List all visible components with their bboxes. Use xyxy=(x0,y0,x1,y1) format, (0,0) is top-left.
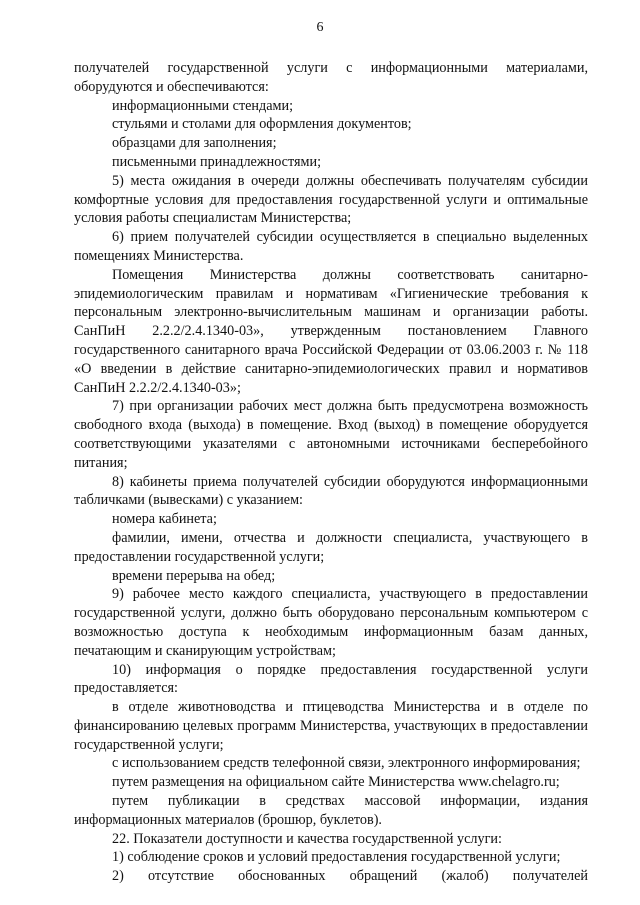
list-item: информационными стендами; xyxy=(112,97,294,114)
list-item: образцами для заполнения; xyxy=(112,135,277,152)
paragraph: Помещения Министерства должны соответствовать санитарно-эпидемиологическим правилам и нормативам «Гигиенические требования к персональным электронно-вычислительным машинам и организации работы. СанПиН 2.2.2/2.4.1340-03», утвержденным постановлением Главного государственного санитарного врача Российской Федерации от 03.06.2003 г. № 118 «О введении в действие санитарно-эпидемиологических правил и нормативов СанПиН 2.2.2/2.4.1340-03»; xyxy=(74,266,588,396)
section-heading: 22. Показатели доступности и качества государственной услуги: xyxy=(112,830,502,847)
paragraph: в отделе животноводства и птицеводства Министерства и в отделе по финансированию целевых программ Министерства, участвующих в предоставлении государственной услуги; xyxy=(74,699,588,753)
paragraph: с использованием средств телефонной связи, электронного информирования; xyxy=(112,755,581,772)
paragraph: 2) отсутствие обоснованных обращений (жалоб) получателей xyxy=(112,868,588,885)
document-body xyxy=(74,59,588,886)
list-item: стульями и столами для оформления документов; xyxy=(112,116,412,133)
paragraph: 5) места ожидания в очереди должны обеспечивать получателям субсидии комфортные условия для предоставления государственной услуги и оптимальные условия работы специалистам Министерства; xyxy=(74,172,588,227)
list-item: номера кабинета; xyxy=(112,511,217,528)
paragraph: фамилии, имени, отчества и должности специалиста, участвующего в предоставлении государственной услуги; xyxy=(74,529,588,565)
paragraph: путем публикации в средствах массовой информации, издания информационных материалов (брошюр, буклетов). xyxy=(74,793,588,828)
paragraph: 6) прием получателей субсидии осуществляется в специально выделенных помещениях Министерства. xyxy=(74,229,588,264)
paragraph: 10) информация о порядке предоставления государственной услуги предоставляется: xyxy=(74,661,588,697)
list-item: времени перерыва на обед; xyxy=(112,567,276,584)
page-number: 6 xyxy=(316,20,324,35)
paragraph: получателей государственной услуги с информационными материалами, оборудуются и обеспечиваются: xyxy=(74,60,588,95)
list-item: письменными принадлежностями; xyxy=(112,153,322,170)
paragraph: 8) кабинеты приема получателей субсидии оборудуются информационными табличками (вывесками) с указанием: xyxy=(74,473,588,509)
list-item: путем размещения на официальном сайте Министерства www.chelagro.ru; xyxy=(112,774,560,791)
list-item: 1) соблюдение сроков и условий предоставления государственной услуги; xyxy=(112,849,561,866)
paragraph: 9) рабочее место каждого специалиста, участвующего в предоставлении государственной услуги, должно быть оборудовано персональным компьютером с возможностью доступа к необходимым информационным базам данных, печатающим и сканирующим устройствам; xyxy=(74,586,588,659)
paragraph: 7) при организации рабочих мест должна быть предусмотрена возможность свободного входа (выхода) в помещение. Вход (выход) в помещение оборудуется соответствующими указателями с автономными источниками бесперебойного питания; xyxy=(74,398,588,471)
